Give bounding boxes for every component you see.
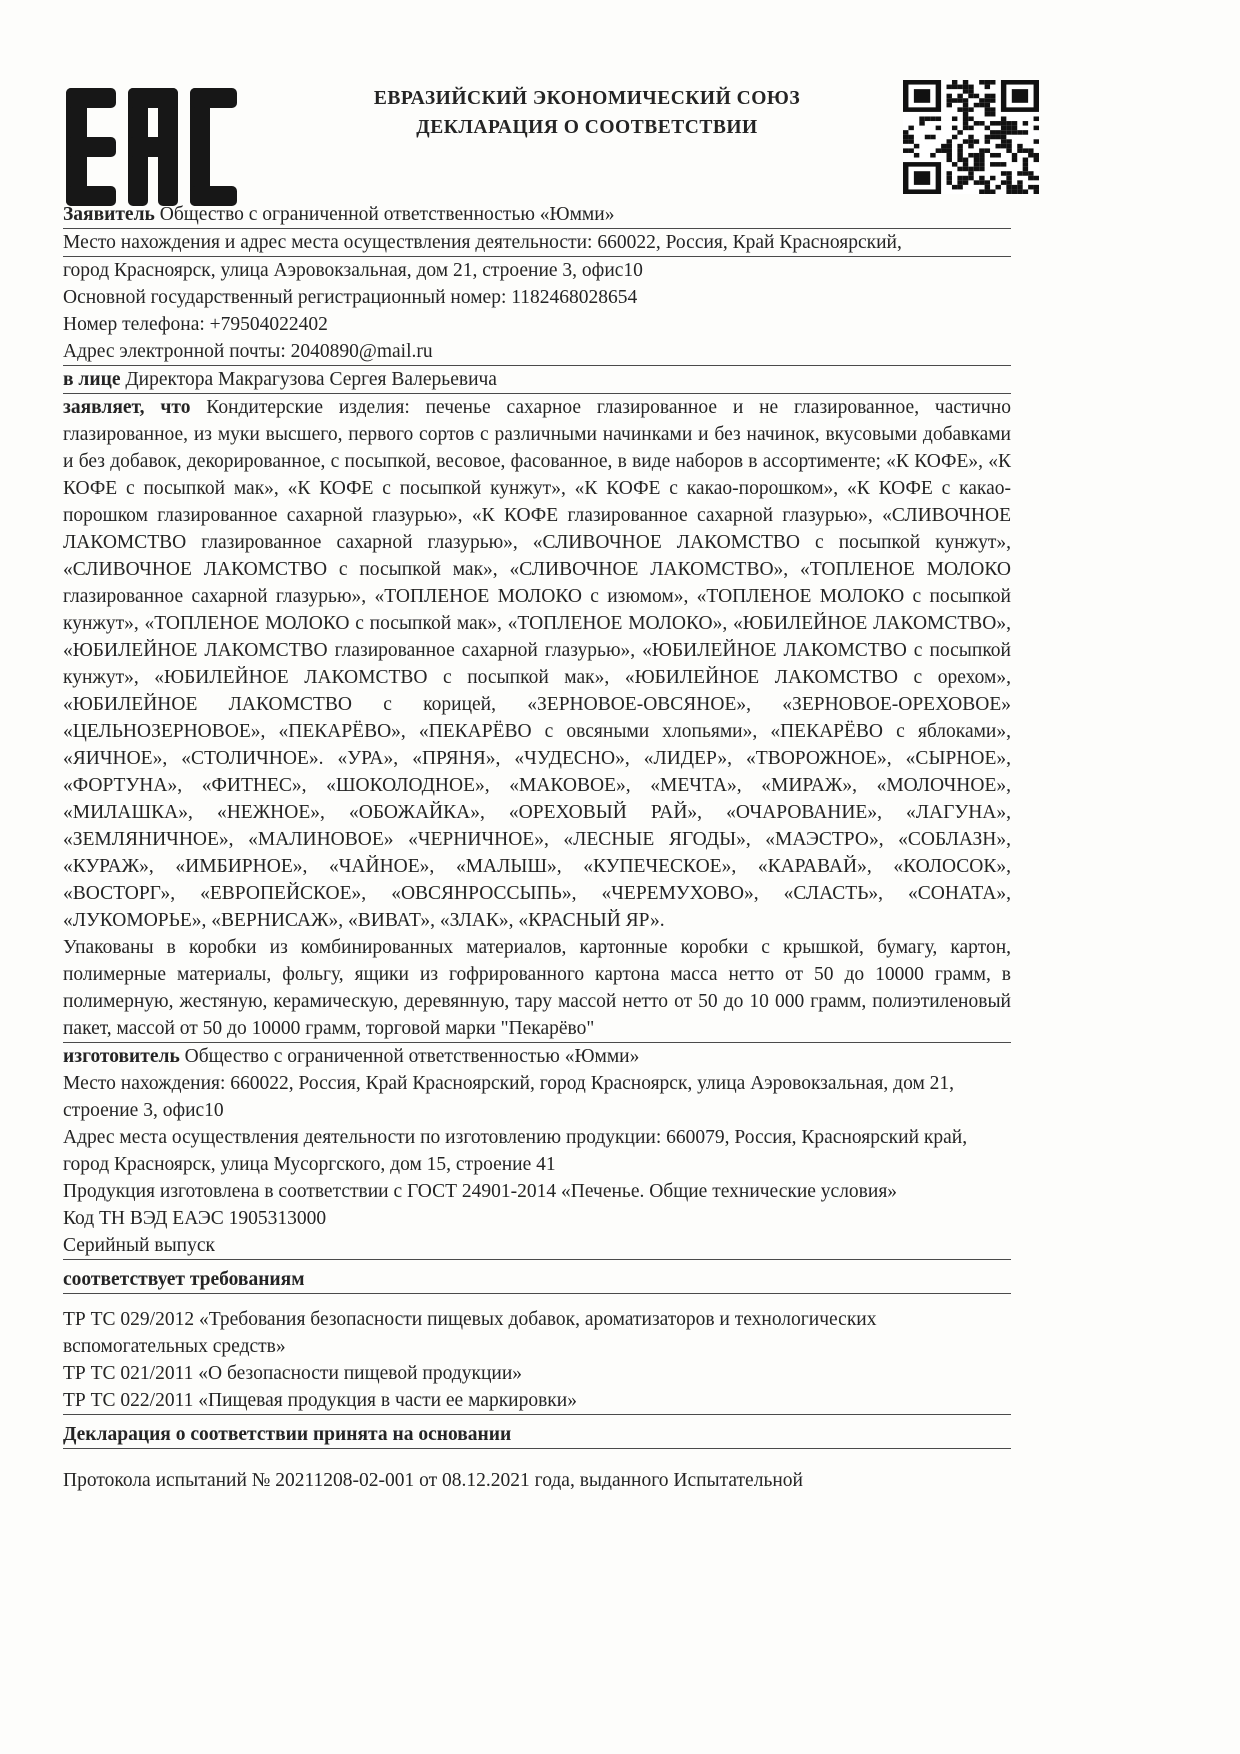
email-line: Адрес электронной почты: 2040890@mail.ru [63, 338, 1011, 366]
manufacturer-address: Место нахождения: 660022, Россия, Край Красноярский, город Красноярск, улица Аэровокзальная, дом 21, строение 3, офис10 [63, 1073, 955, 1121]
basis-heading: Декларация о соответствии принята на основании [63, 1421, 1011, 1449]
document-title [0, 84, 1240, 142]
ogrn-line: Основной государственный регистрационный номер: 1182468028654 [63, 287, 638, 308]
gost-line: Продукция изготовлена в соответствии с ГОСТ 24901-2014 «Печенье. Общие технические условия» [63, 1181, 898, 1202]
tr-ts-021-line: ТР ТС 021/2011 «О безопасности пищевой продукции» [63, 1363, 523, 1384]
applicant-line-label: Заявитель [63, 204, 155, 225]
manufacturer-line-label: изготовитель [63, 1046, 180, 1067]
applicant-address-line-1: Место нахождения и адрес места осуществления деятельности: 660022, Россия, Край Красноярский, [63, 229, 1011, 257]
qr-pattern-icon [903, 80, 1039, 194]
serial-line: Серийный выпуск [63, 1232, 1011, 1260]
qr-code [903, 80, 1039, 199]
manufacturer-line: изготовитель Общество с ограниченной ответственностью «Юмми» [63, 1046, 640, 1067]
protocol-line: Протокола испытаний № 20211208-02-001 от 08.12.2021 года, выданного Испытательной [63, 1470, 803, 1491]
union-title: ЕВРАЗИЙСКИЙ ЭКОНОМИЧЕСКИЙ СОЮЗ [373, 88, 801, 109]
document-body [63, 201, 1011, 1494]
products-paragraph-label: заявляет, что [63, 397, 191, 418]
tr-ts-029-line: ТР ТС 029/2012 «Требования безопасности пищевых добавок, ароматизаторов и технологических вспомогательных средств» [63, 1309, 877, 1357]
representative-line: в лице Директора Макрагузова Сергея Валерьевича [63, 366, 1011, 394]
production-address: Адрес места осуществления деятельности по изготовлению продукции: 660079, Россия, Красноярский край, город Красноярск, улица Мусоргского, дом 15, строение 41 [63, 1127, 968, 1175]
applicant-address-line-2: город Красноярск, улица Аэровокзальная, дом 21, строение 3, офис10 [63, 260, 643, 281]
applicant-line: Заявитель Общество с ограниченной ответственностью «Юмми» [63, 201, 1011, 229]
tr-ts-022-line: ТР ТС 022/2011 «Пищевая продукция в части ее маркировки» [63, 1387, 1011, 1415]
tnved-line: Код ТН ВЭД ЕАЭС 1905313000 [63, 1208, 327, 1229]
declaration-title: ДЕКЛАРАЦИЯ О СООТВЕТСТВИИ [416, 117, 758, 138]
compliance-heading: соответствует требованиям [63, 1266, 1011, 1294]
representative-line-label: в лице [63, 369, 121, 390]
packaging-paragraph: Упакованы в коробки из комбинированных материалов, картонные коробки с крышкой, бумагу, картон, полимерные материалы, фольгу, ящики из гофрированного картона масса нетто от 50 до 10000 грамм, в полимерную, жестяную, керамическую, деревянную, тару массой нетто от 50 до 10 000 грамм, полиэтиленовый пакет, массой от 50 до 10000 грамм, торговой марки "Пекарёво" [63, 934, 1011, 1043]
phone-line: Номер телефона: +79504022402 [63, 314, 328, 335]
products-paragraph: заявляет, что Кондитерские изделия: печенье сахарное глазированное и не глазированное, частично глазированное, из муки высшего, первого сортов с различными начинками и без начинок, вкусовыми добавками и без добавок, декорированное, с посыпкой, весовое, фасованное, в виде наборов в ассортименте; «К КОФЕ», «К КОФЕ с посыпкой мак», «К КОФЕ с посыпкой кунжут», «К КОФЕ с какао-порошком», «К КОФЕ с какао-порошком глазированное сахарной глазурью», «К КОФЕ глазированное сахарной глазурью», «СЛИВОЧНОЕ ЛАКОМСТВО глазированное сахарной глазурью», «СЛИВОЧНОЕ ЛАКОМСТВО с посыпкой кунжут», «СЛИВОЧНОЕ ЛАКОМСТВО с посыпкой мак», «СЛИВОЧНОЕ ЛАКОМСТВО», «ТОПЛЕНОЕ МОЛОКО глазированное сахарной глазурью», «ТОПЛЕНОЕ МОЛОКО с изюмом», «ТОПЛЕНОЕ МОЛОКО с посыпкой кунжут», «ТОПЛЕНОЕ МОЛОКО с посыпкой мак», «ТОПЛЕНОЕ МОЛОКО», «ЮБИЛЕЙНОЕ ЛАКОМСТВО», «ЮБИЛЕЙНОЕ ЛАКОМСТВО глазированное сахарной глазурью», «ЮБИЛЕЙНОЕ ЛАКОМСТВО с посыпкой кунжут», «ЮБИЛЕЙНОЕ ЛАКОМСТВО с посыпкой мак», «ЮБИЛЕЙНОЕ ЛАКОМСТВО с орехом», «ЮБИЛЕЙНОЕ ЛАКОМСТВО с корицей, «ЗЕРНОВОЕ-ОВСЯНОЕ», «ЗЕРНОВОЕ-ОРЕХОВОЕ» «ЦЕЛЬНОЗЕРНОВОЕ», «ПЕКАРЁВО», «ПЕКАРЁВО с овсяными хлопьями», «ПЕКАРЁВО с яблоками», «ЯИЧНОЕ», «СТОЛИЧНОЕ». «УРА», «ПРЯНЯ», «ЧУДЕСНО», «ЛИДЕР», «ТВОРОЖНОЕ», «СЫРНОЕ», «ФОРТУНА», «ФИТНЕС», «ШОКОЛОДНОЕ», «МАКОВОЕ», «МЕЧТА», «МИРАЖ», «МОЛОЧНОЕ», «МИЛАШКА», «НЕЖНОЕ», «ОБОЖАЙКА», «ОРЕХОВЫЙ РАЙ», «ОЧАРОВАНИЕ», «ЛАГУНА», «ЗЕМЛЯНИЧНОЕ», «МАЛИНОВОЕ» «ЧЕРНИЧНОЕ», «ЛЕСНЫЕ ЯГОДЫ», «МАЭСТРО», «СОБЛАЗН», «КУРАЖ», «ИМБИРНОЕ», «ЧАЙНОЕ», «МАЛЫШ», «КУПЕЧЕСКОЕ», «КАРАВАЙ», «КОЛОСОК», «ВОСТОРГ», «ЕВРОПЕЙСКОЕ», «ОВСЯНРОССЫПЬ», «ЧЕРЕМУХОВО», «СЛАСТЬ», «СОНАТА», «ЛУКОМОРЬЕ», «ВЕРНИСАЖ», «ВИВАТ», «ЗЛАК», «КРАСНЫЙ ЯР». [63, 397, 1011, 931]
